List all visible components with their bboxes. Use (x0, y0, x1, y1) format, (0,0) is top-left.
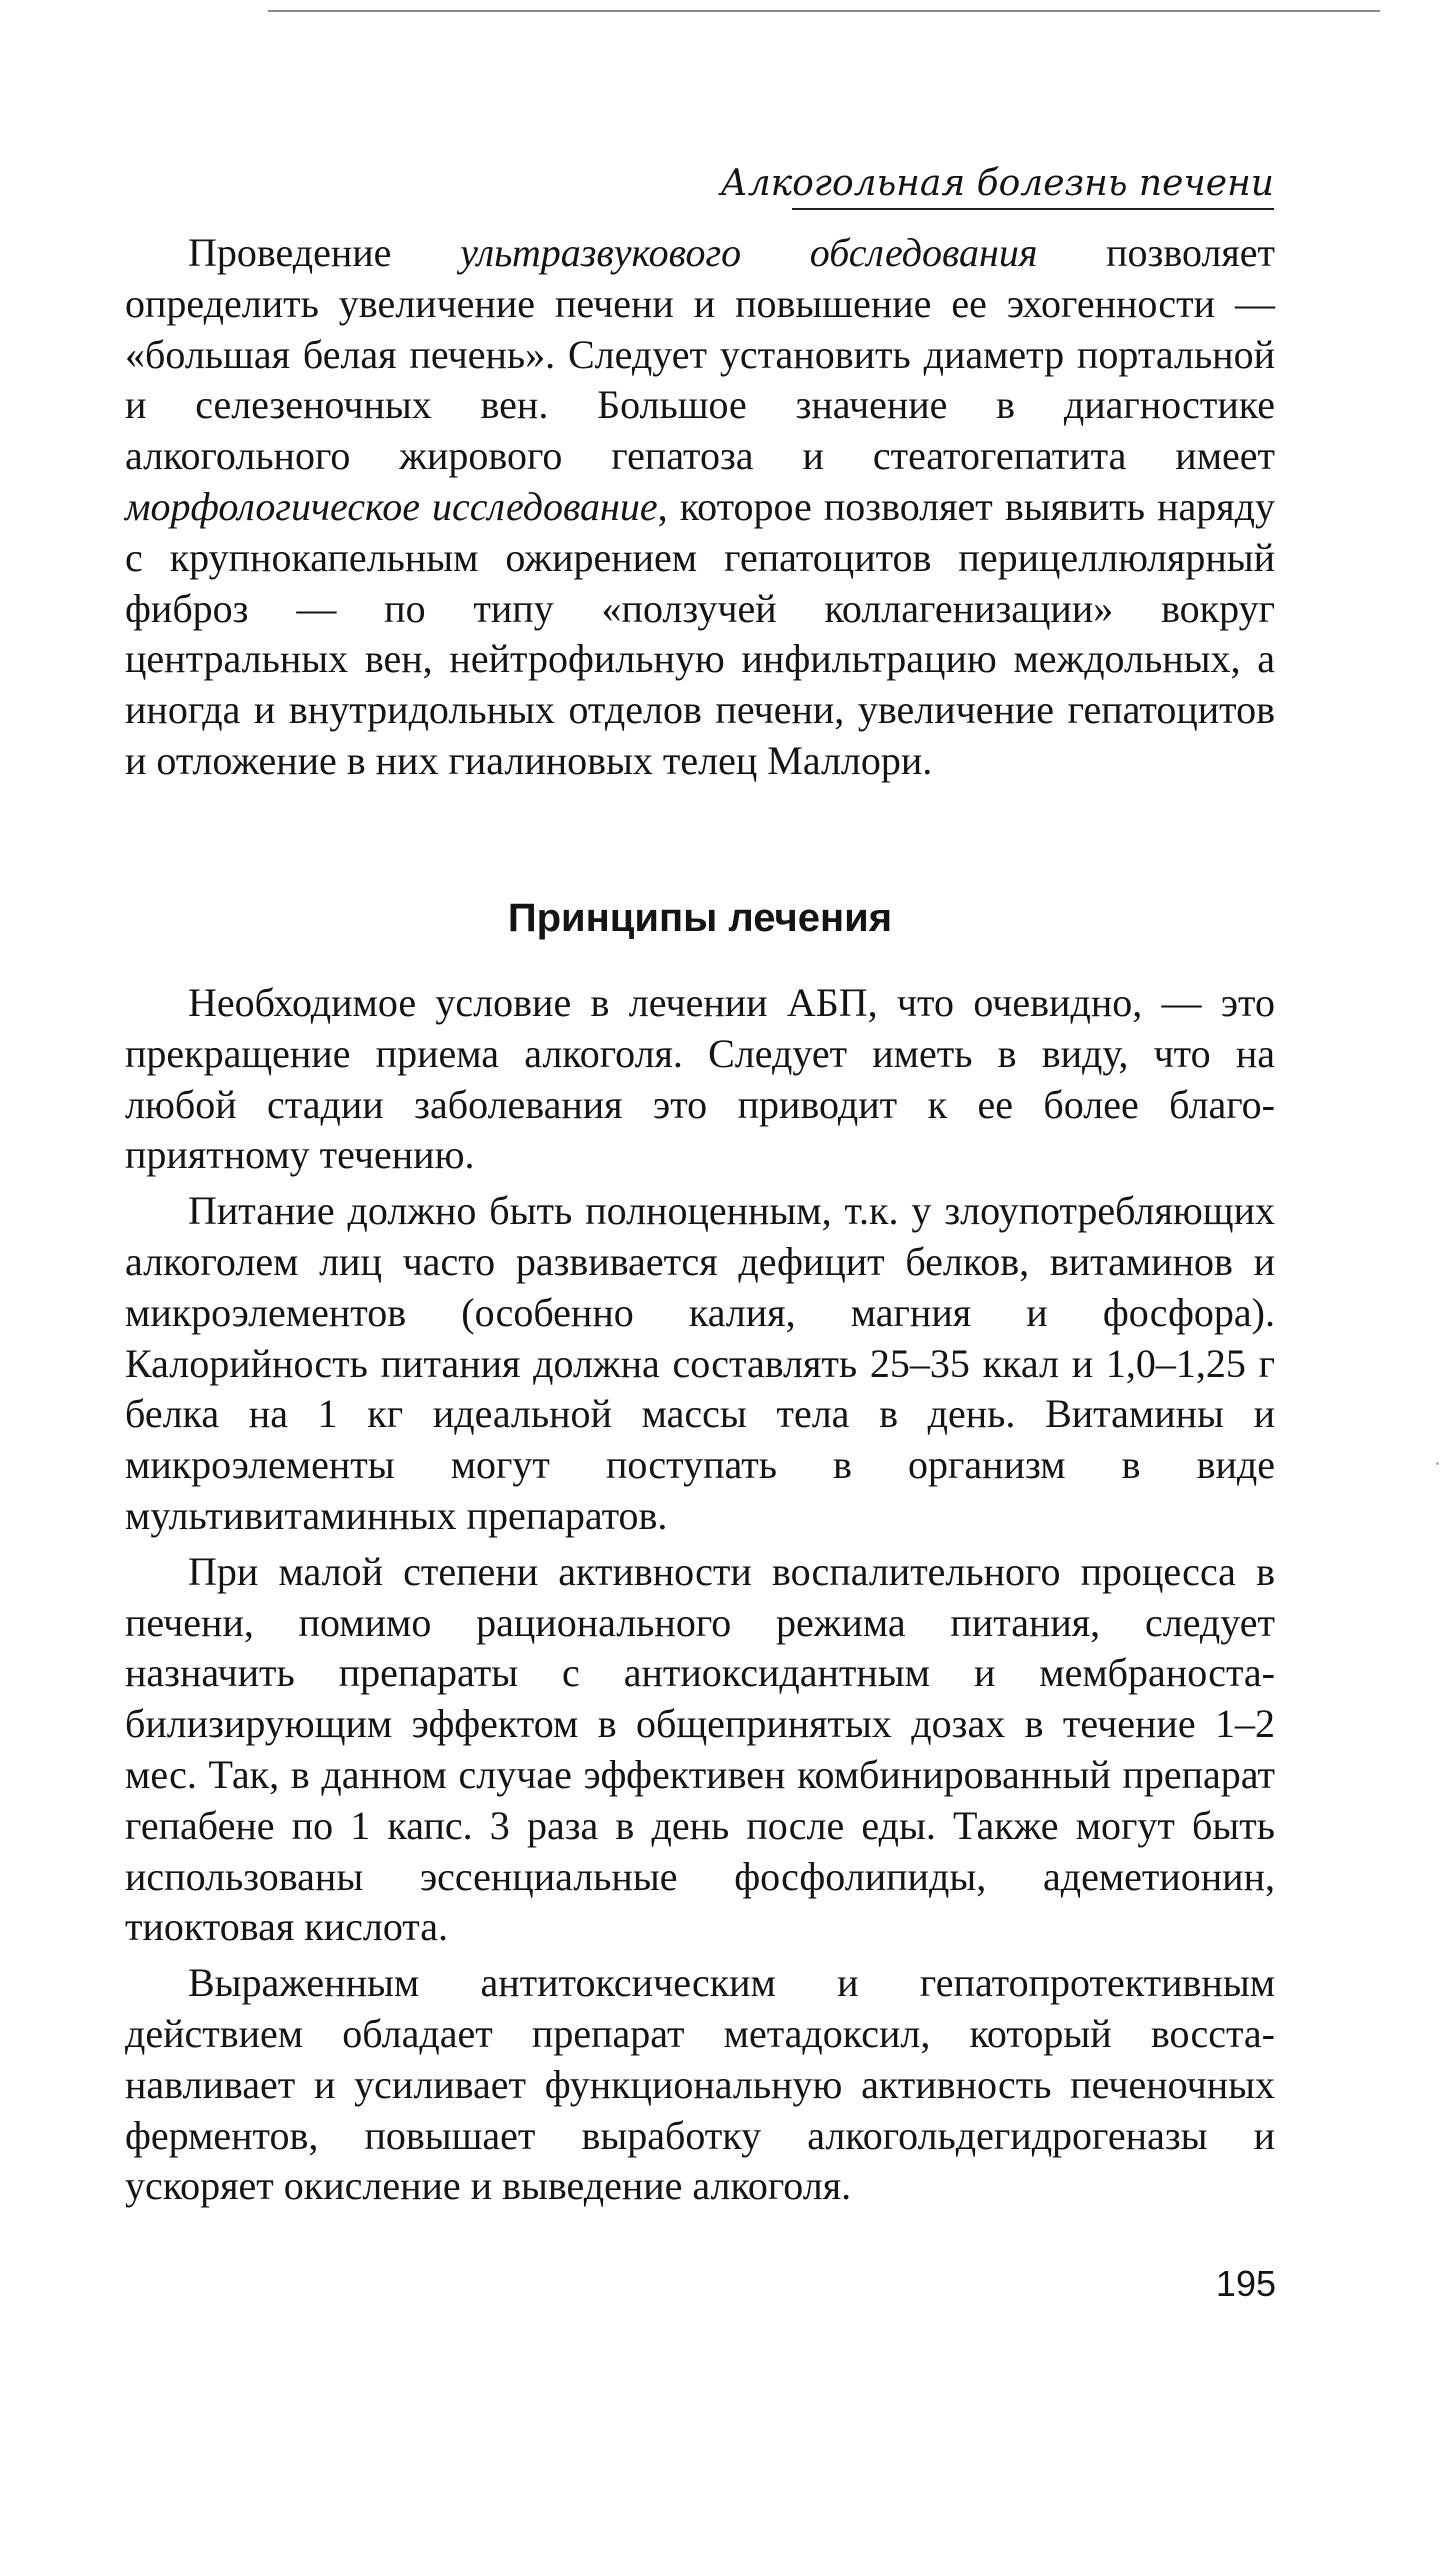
paragraph-ultrasound (125, 228, 1275, 787)
paragraph-antioxidant-therapy: При малой степени активности воспалительного процесса в печени, помимо рационального режима питания, следует назначить препараты с антиоксидантным и мембраностабилизирующим эффектом в общепринятых дозах в течение 1–2 мес. Так, в данном случае эффективен комбинированный препарат гепабене по 1 капс. 3 раза в день после еды. Также могут быть использованы эссенциальные фосфолипиды, адеметионин, тиоктовая кислота. (125, 1548, 1275, 1950)
section-title: Принципы лечения (507, 896, 893, 940)
paragraph-alcohol-cessation: Необходимое условие в лечении АБП, что очевидно, — это прекращение приема алкоголя. Следует иметь в виду, что на любой стадии заболевания это приводит к ее более благоприятному течению. (125, 980, 1275, 1178)
paragraph-text: позволяет определить увеличение печени и повышение ее эхогенности — «большая белая печень». Следует установить диаметр портальной и селезеночных вен. Большое значение в диагностике алкогольного жирового гепатоза и стеатогепатита имеет (125, 230, 1276, 479)
paragraph-text: , которое позволяет выявить наряду с крупнокапельным ожирением гепатоцитов перицеллюлярный фиброз — по типу «ползучей коллагенизации» вокруг центральных вен, нейтрофильную инфильтрацию междольных, а иногда и внутридольных отделов печени, увеличение гепатоцитов и отложение в них гиалиновых телец Маллори. (125, 483, 1275, 783)
running-head: Алкогольная болезнь печени (720, 163, 1274, 204)
text-block-treatment (125, 978, 1275, 2212)
paragraph-nutrition: Питание должно быть полноценным, т.к. у злоупотребляющих алкоголем лиц часто развивается дефицит белков, витаминов и микроэлементов (особенно калия, магния и фосфора). Калорийность питания должна составлять 25–35 ккал и 1,0–1,25 г белка на 1 кг идеальной массы тела в день. Витамины и микроэлементы могут поступать в организм в виде мультивитаминных препаратов. (125, 1188, 1275, 1538)
paragraph-text: Проведение (188, 230, 461, 275)
italic-term-ultrasound: ультразвукового обследования (460, 230, 1038, 275)
paragraph-metadoxil: Выраженным антитоксическим и гепатопротективным действием обладает препарат метадоксил, который восстанавливает и усиливает функциональную активность печеночных ферментов, повышает выработку алкогольдегидрогеназы и ускоряет окисление и выведение алкоголя. (125, 1960, 1275, 2209)
italic-term-morphology: морфологическое исследование (125, 483, 658, 529)
page-number: 195 (1215, 2263, 1276, 2304)
top-rule (268, 10, 1380, 12)
scan-speck (1436, 1462, 1439, 1465)
text-block-top (125, 228, 1275, 787)
running-head-rule (792, 208, 1274, 210)
